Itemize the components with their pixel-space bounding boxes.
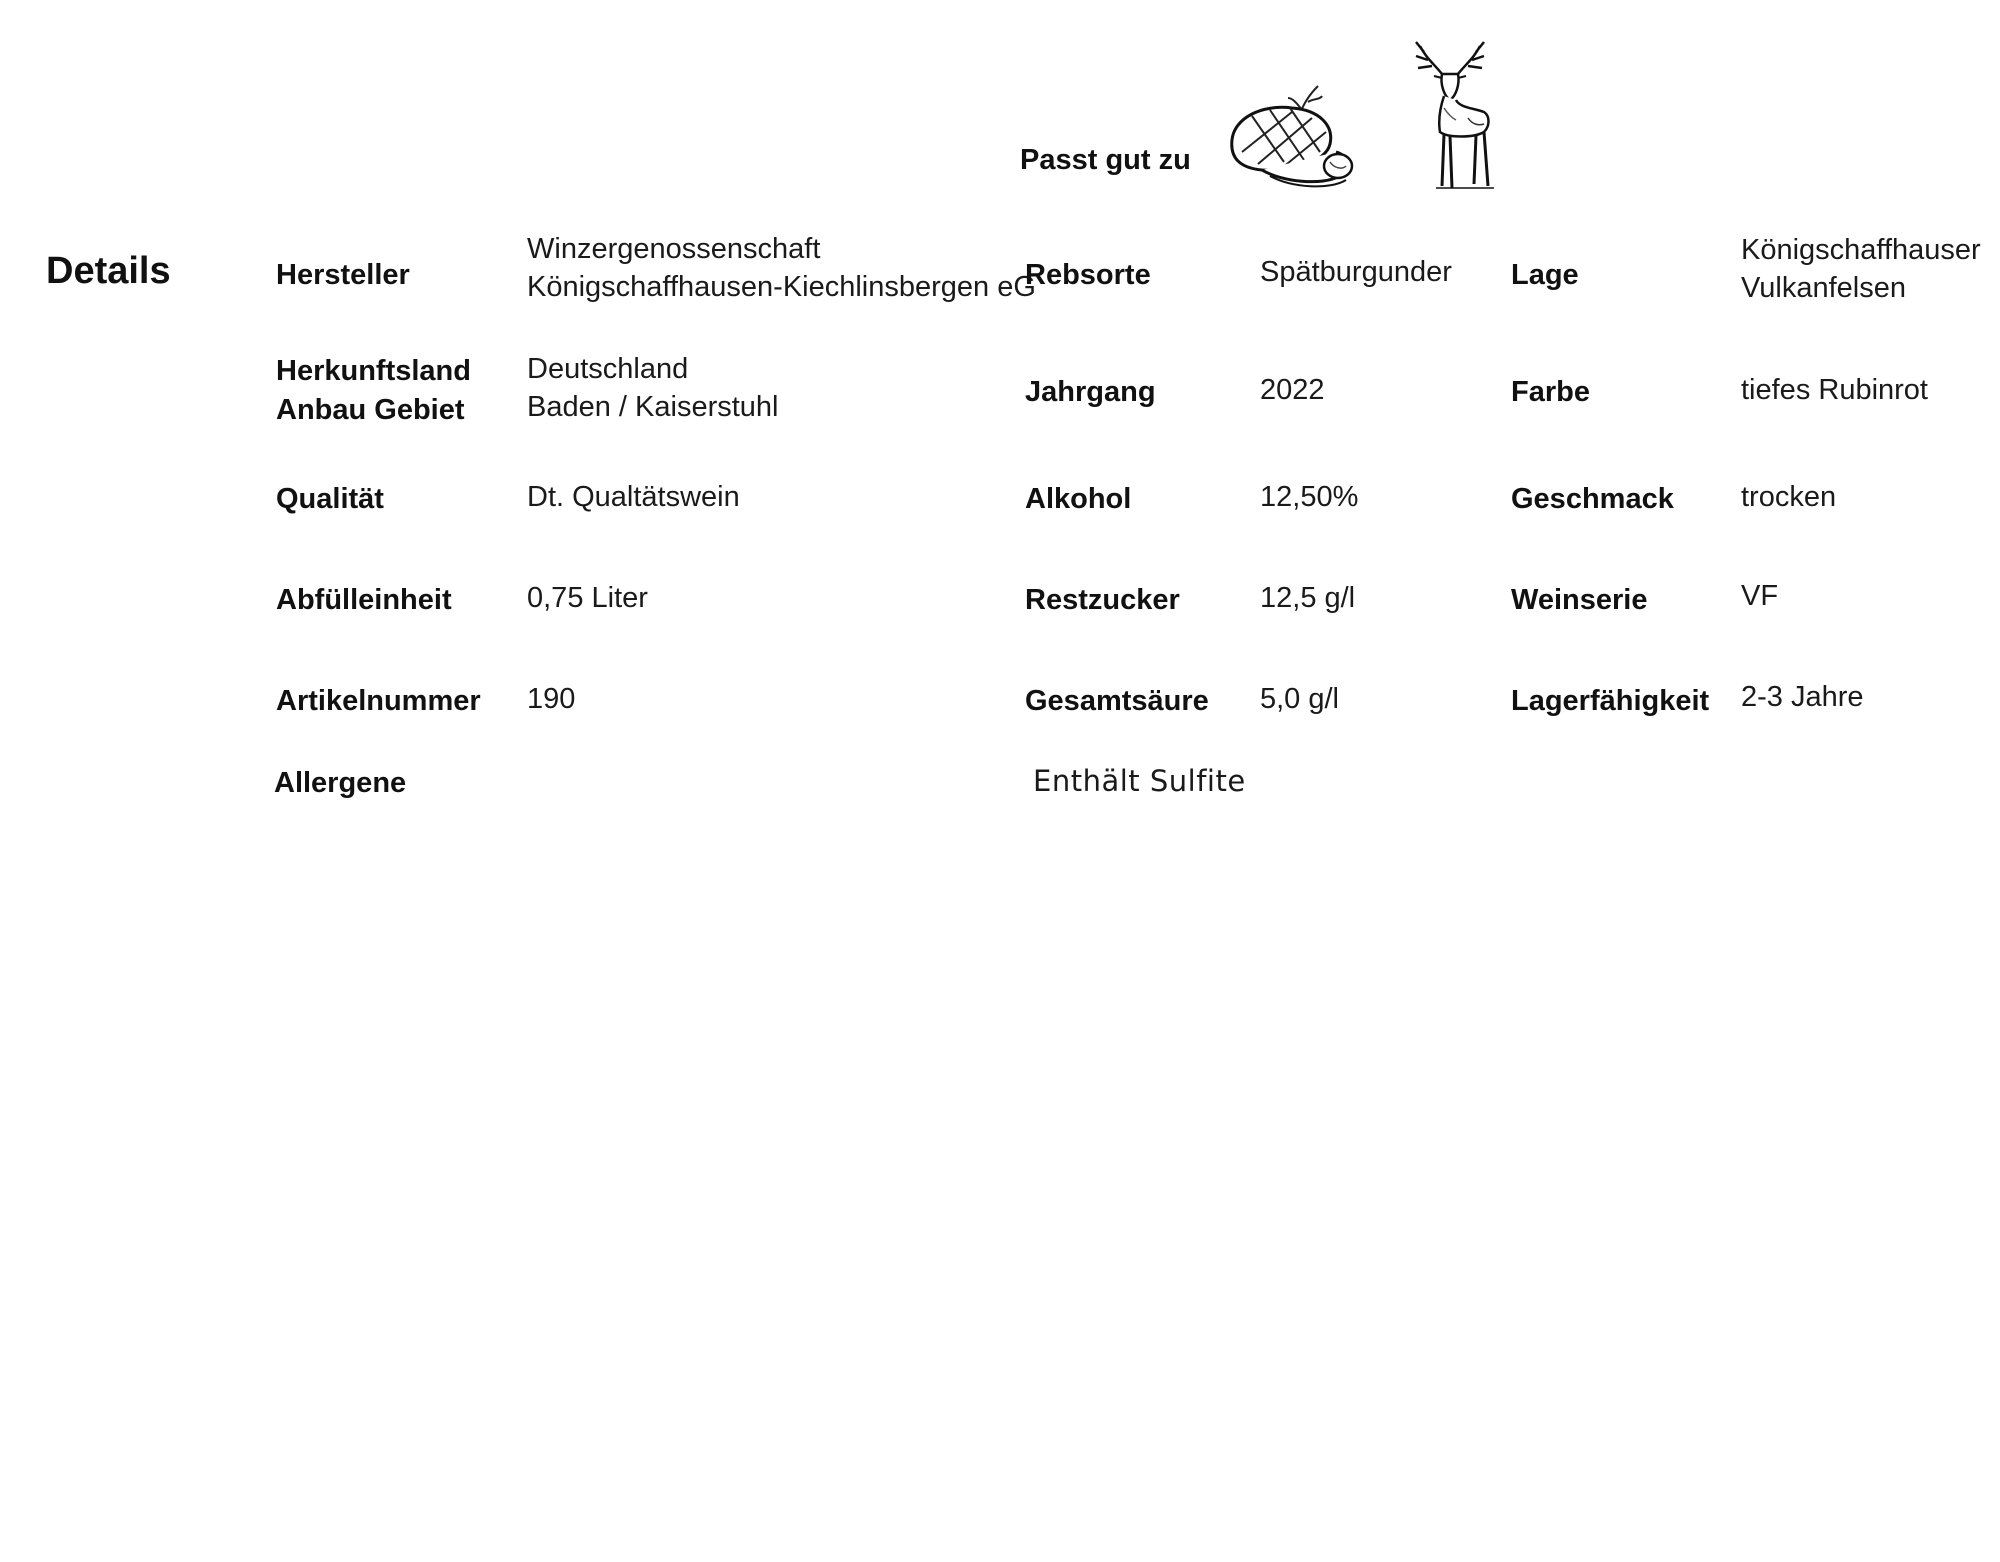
herkunftsland-label: Herkunftsland bbox=[276, 355, 471, 387]
hersteller-value bbox=[527, 230, 1036, 306]
lage-value-line1: Königschaffhauser bbox=[1741, 234, 1981, 266]
deer-icon bbox=[1398, 38, 1508, 196]
anbau-gebiet-value: Baden / Kaiserstuhl bbox=[527, 391, 779, 423]
anbau-gebiet-label: Anbau Gebiet bbox=[276, 394, 465, 426]
artikelnummer-value: 190 bbox=[527, 683, 576, 715]
meat-roast-icon bbox=[1222, 82, 1362, 192]
section-title: Details bbox=[46, 250, 171, 292]
allergene-label: Allergene bbox=[274, 767, 407, 799]
hersteller-label: Hersteller bbox=[276, 259, 410, 291]
herkunft-label bbox=[276, 352, 471, 430]
alkohol-value: 12,50% bbox=[1260, 481, 1359, 513]
hersteller-value-line1: Winzergenossenschaft bbox=[527, 233, 821, 265]
abfuelleinheit-label: Abfülleinheit bbox=[276, 584, 452, 616]
qualitaet-label: Qualität bbox=[276, 483, 384, 515]
hersteller-value-line2: Königschaffhausen-Kiechlinsbergen eG bbox=[527, 271, 1036, 303]
lagerfaehigkeit-value: 2-3 Jahre bbox=[1741, 681, 1864, 713]
qualitaet-value: Dt. Qualtätswein bbox=[527, 481, 740, 513]
gesamtsaeure-label: Gesamtsäure bbox=[1025, 685, 1209, 717]
weinserie-label: Weinserie bbox=[1511, 584, 1648, 616]
farbe-value: tiefes Rubinrot bbox=[1741, 374, 1928, 406]
rebsorte-value: Spätburgunder bbox=[1260, 256, 1452, 288]
restzucker-value: 12,5 g/l bbox=[1260, 582, 1356, 614]
geschmack-label: Geschmack bbox=[1511, 483, 1674, 515]
gesamtsaeure-value: 5,0 g/l bbox=[1260, 683, 1339, 715]
lage-value-line2: Vulkanfelsen bbox=[1741, 272, 1906, 304]
weinserie-value: VF bbox=[1741, 580, 1779, 612]
abfuelleinheit-value: 0,75 Liter bbox=[527, 582, 648, 614]
alkohol-label: Alkohol bbox=[1025, 483, 1132, 515]
herkunft-value bbox=[527, 350, 778, 426]
herkunftsland-value: Deutschland bbox=[527, 353, 689, 385]
lage-value bbox=[1741, 231, 1981, 307]
geschmack-value: trocken bbox=[1741, 481, 1837, 513]
pairing-label: Passt gut zu bbox=[1020, 144, 1191, 176]
farbe-label: Farbe bbox=[1511, 376, 1590, 408]
jahrgang-label: Jahrgang bbox=[1025, 376, 1156, 408]
rebsorte-label: Rebsorte bbox=[1025, 259, 1151, 291]
lagerfaehigkeit-label: Lagerfähigkeit bbox=[1511, 685, 1710, 717]
lage-label: Lage bbox=[1511, 259, 1579, 291]
allergene-value: Enthält Sulfite bbox=[1033, 764, 1246, 798]
restzucker-label: Restzucker bbox=[1025, 584, 1180, 616]
artikelnummer-label: Artikelnummer bbox=[276, 685, 481, 717]
jahrgang-value: 2022 bbox=[1260, 374, 1325, 406]
